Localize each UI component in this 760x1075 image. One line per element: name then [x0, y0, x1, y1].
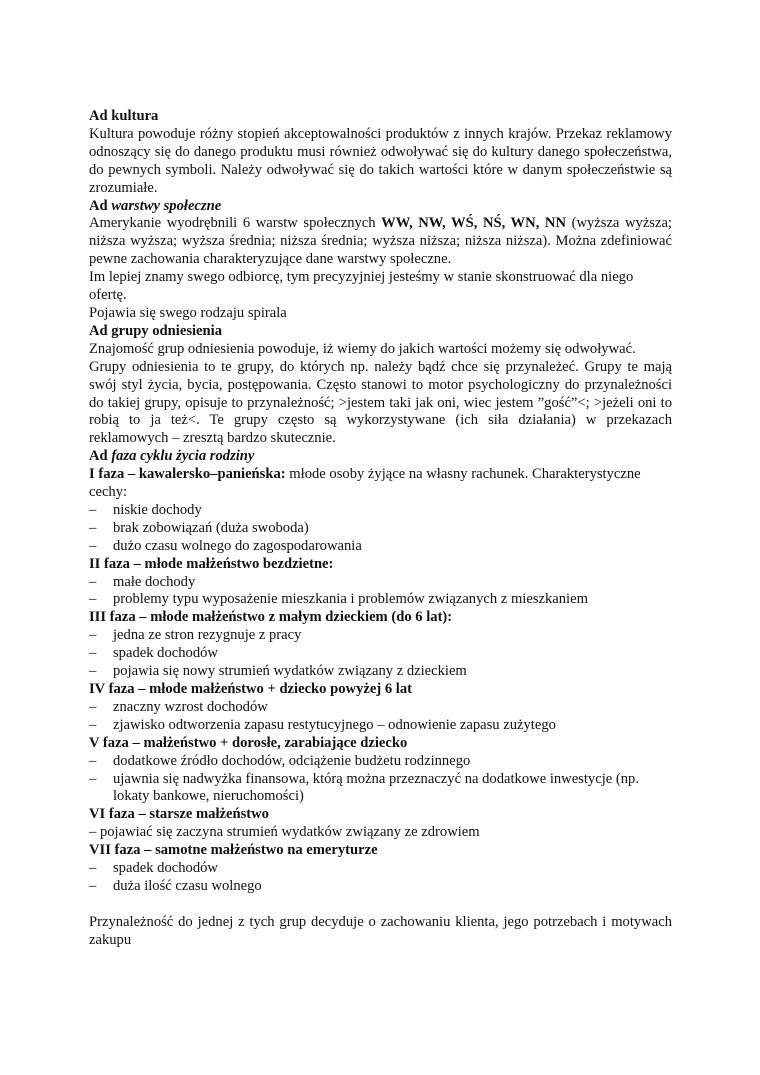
list-item: – dużo czasu wolnego do zagospodarowania — [89, 538, 672, 556]
paragraph-warstwy-2: Im lepiej znamy swego odbiorcę, tym precyzyjniej jesteśmy w stanie skonstruować dla niego ofertę. — [89, 269, 634, 304]
paragraph-warstwy-1 — [89, 215, 672, 269]
document-page — [89, 108, 672, 950]
list-item: – spadek dochodów — [89, 645, 672, 663]
phase-7-list — [89, 860, 672, 896]
list-item: – brak zobowiązań (duża swoboda) — [89, 520, 672, 538]
blank-line — [89, 896, 672, 914]
phase-1-text: młode osoby żyjące na własny rachunek. Charakterystyczne cechy: — [89, 466, 641, 501]
list-item: – ujawnia się nadwyżka finansowa, którą można przeznaczyć na dodatkowe inwestycje (np. lokaty bankowe, nieruchomości) — [89, 771, 672, 807]
phase-2-title: II faza – młode małżeństwo bezdzietne: — [89, 555, 334, 572]
list-item: – niskie dochody — [89, 502, 672, 520]
phase-1-list — [89, 502, 672, 556]
phase-1 — [89, 466, 672, 502]
paragraph-kultura: Kultura powoduje różny stopień akceptowalności produktów z innych krajów. Przekaz reklamowy odnoszący się do danego produktu musi również odwoływać się do kultury danego społeczeństwa, do pewnych symboli. Należy odwoływać się do takich wartości które w danym społeczeństwie są zrozumiałe. — [89, 125, 672, 196]
list-item: – problemy typu wyposażenie mieszkania i problemów związanych z mieszkaniem — [89, 591, 672, 609]
phase-5-title: V faza – małżeństwo + dorosłe, zarabiające dziecko — [89, 734, 408, 751]
phase-2-list — [89, 574, 672, 610]
warstwy-text-a: Amerykanie wyodrębnili 6 warstw społecznych — [89, 215, 382, 232]
heading-kultura: Ad kultura — [89, 108, 159, 124]
list-item: – znaczny wzrost dochodów — [89, 699, 672, 717]
list-item: – pojawia się nowy strumień wydatków związany z dzieckiem — [89, 663, 672, 681]
warstwy-text-c: (wyższa wyższa; niższa wyższa; wyższa średnia; niższa średnia; wyższa niższa; niższa niższa). Można zdefiniować pewne zachowania charakteryzujące dane warstwy społeczne. — [89, 215, 672, 268]
heading-cykl-prefix: Ad — [89, 448, 112, 465]
paragraph-grupy-1: Znajomość grup odniesienia powoduje, iż wiemy do jakich wartości możemy się odwoływać. — [89, 340, 636, 357]
heading-warstwy-prefix: Ad — [89, 197, 112, 214]
list-item: – zjawisko odtworzenia zapasu restytucyjnego – odnowienie zapasu zużytego — [89, 717, 672, 735]
paragraph-warstwy-3: Pojawia się swego rodzaju spirala — [89, 304, 287, 321]
phase-1-title: I faza – kawalersko–panieńska: — [89, 466, 286, 483]
phase-4-list — [89, 699, 672, 735]
phase-6-title: VI faza – starsze małżeństwo — [89, 806, 269, 823]
heading-warstwy — [89, 198, 672, 216]
warstwy-abbrev: WW, NW, WŚ, NŚ, WN, NN — [381, 215, 567, 232]
heading-grupy: Ad grupy odniesienia — [89, 322, 222, 339]
list-item: – dodatkowe źródło dochodów, odciążenie budżetu rodzinnego — [89, 753, 672, 771]
phase-3-title: III faza – młode małżeństwo z małym dzieckiem (do 6 lat): — [89, 609, 453, 626]
phase-6-text: – pojawiać się zaczyna strumień wydatków związany ze zdrowiem — [89, 824, 480, 841]
heading-warstwy-emph: warstwy społeczne — [111, 197, 222, 214]
list-item: – spadek dochodów — [89, 860, 672, 878]
list-item: – jedna ze stron rezygnuje z pracy — [89, 627, 672, 645]
phase-5-list — [89, 753, 672, 807]
phase-3-list — [89, 627, 672, 681]
list-item: – duża ilość czasu wolnego — [89, 878, 672, 896]
phase-7-title: VII faza – samotne małżeństwo na emeryturze — [89, 842, 378, 859]
paragraph-closing: Przynależność do jednej z tych grup decyduje o zachowaniu klienta, jego potrzebach i motywach zakupu — [89, 913, 672, 948]
heading-cykl — [89, 448, 672, 466]
phase-4-title: IV faza – młode małżeństwo + dziecko powyżej 6 lat — [89, 681, 412, 697]
paragraph-grupy-2: Grupy odniesienia to te grupy, do których np. należy bądź chce się przynależeć. Grupy te mają swój styl życia, bycia, postępowania. Często stanowi to motor psychologiczny do przynależności do takiej grupy, opisuje to przynależność; >jestem taki jak oni, wiec jestem ”gość”<; >jeżeli oni to robią to ja też<. Te grupy często są wykorzystywane (ich siła działania) w przekazach reklamowych – zresztą bardzo skutecznie. — [89, 358, 672, 447]
list-item: – małe dochody — [89, 574, 672, 592]
heading-cykl-emph: faza cyklu życia rodziny — [111, 448, 255, 465]
